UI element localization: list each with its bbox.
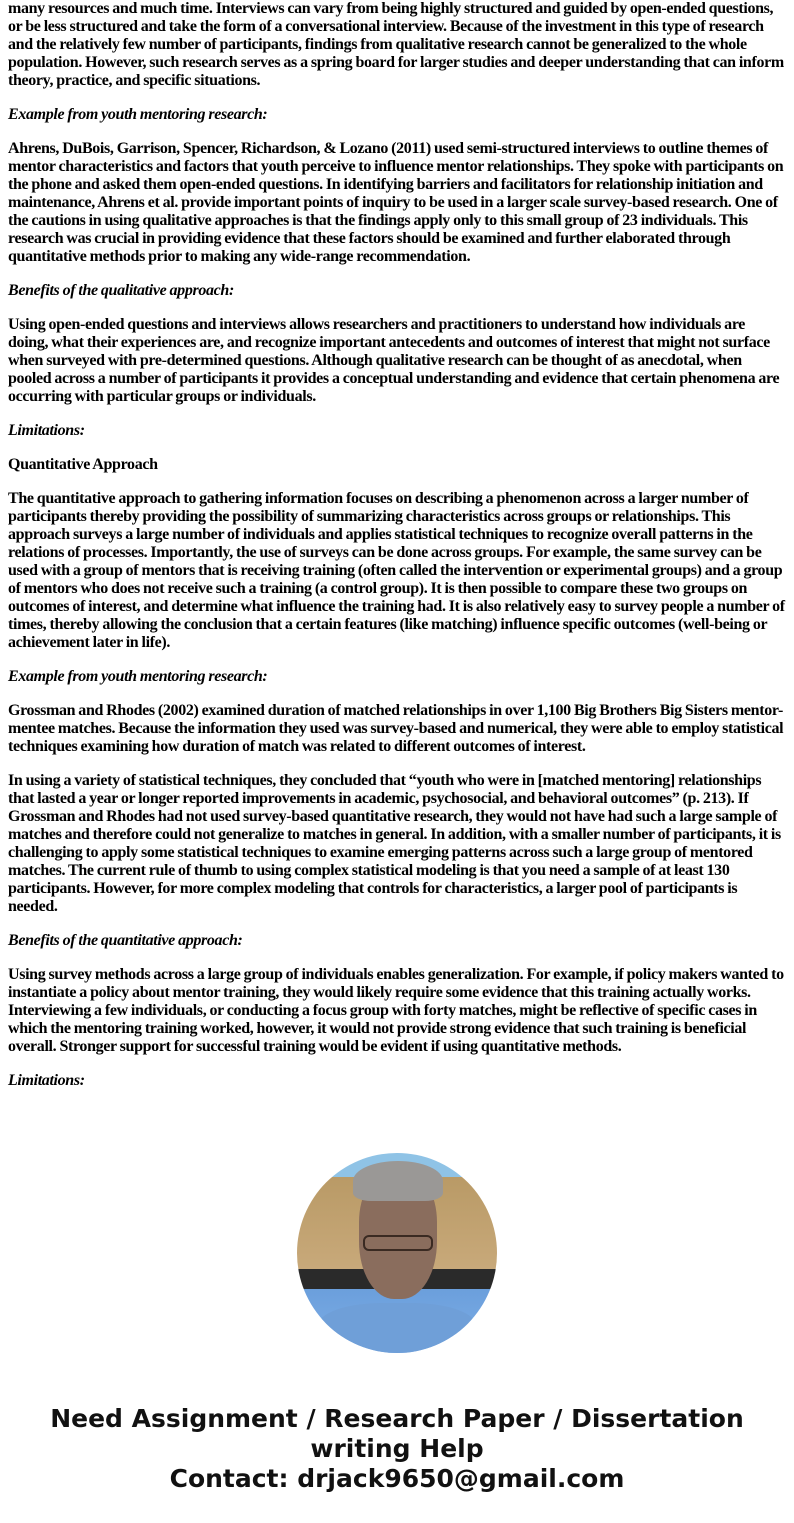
section-heading: Quantitative Approach [8,456,158,473]
footer-contact-email: Contact: drjack9650@gmail.com [169,1464,625,1493]
section-subheading: Limitations: [8,422,85,439]
section-subheading: Limitations: [8,1072,85,1089]
paragraph: Ahrens, DuBois, Garrison, Spencer, Richardson, & Lozano (2011) used semi-structured interviews to outline themes of mentor characteristics and factors that youth perceive to influence mentor relationships. They spoke with participants on the phone and asked them open-ended questions. In identifying barriers and facilitators for relationship initiation and maintenance, Ahrens et al. provide important points of inquiry to be used in a larger scale survey-based research. One of the cautions in using qualitative approaches is that the findings apply only to this small group of 23 individuals. This research was crucial in providing evidence that these factors should be examined and further elaborated through quantitative methods prior to making any wide-range recommendation. [8,140,784,265]
section-subheading: Example from youth mentoring research: [8,106,268,123]
section-subheading: Benefits of the qualitative approach: [8,282,234,299]
avatar-hair [353,1161,443,1201]
section-subheading: Example from youth mentoring research: [8,668,268,685]
paragraph: Grossman and Rhodes (2002) examined duration of matched relationships in over 1,100 Big Brothers Big Sisters mentor-mentee matches. Because the information they used was survey-based and numerical, they were able to employ statistical techniques examining how duration of match was related to different outcomes of interest. [8,702,784,755]
paragraph: Using survey methods across a large group of individuals enables generalization. For example, if policy makers wanted to instantiate a policy about mentor training, they would likely require some evidence that this training actually works. Interviewing a few individuals, or conducting a focus group with forty matches, might be reflective of specific cases in which the mentoring training worked, however, it would not provide strong evidence that such training is beneficial overall. Stronger support for successful training would be evident if using quantitative methods. [8,966,784,1055]
paragraph: many resources and much time. Interviews can vary from being highly structured and guided by open-ended questions, or be less structured and take the form of a conversational interview. Because of the investment in this type of research and the relatively few number of participants, findings from qualitative research cannot be generalized to the whole population. However, such research serves as a spring board for larger studies and deeper understanding that can inform theory, practice, and specific situations. [8,0,784,89]
author-avatar [297,1153,497,1353]
paragraph: Using open-ended questions and interviews allows researchers and practitioners to understand how individuals are doing, what their experiences are, and recognize important antecedents and outcomes of interest that might not surface when surveyed with pre-determined questions. Although qualitative research can be thought of as anecdotal, when pooled across a number of participants it provides a conceptual understanding and evidence that certain phenomena are occurring with particular groups or individuals. [8,316,780,405]
paragraph: The quantitative approach to gathering information focuses on describing a phenomenon across a larger number of participants thereby providing the possibility of summarizing characteristics across groups or relationships. This approach surveys a large number of individuals and applies statistical techniques to recognize overall patterns in the relations of processes. Importantly, the use of surveys can be done across groups. For example, the same survey can be used with a group of mentors that is receiving training (often called the intervention or experimental groups) and a group of mentors who does not receive such a training (a control group). It is then possible to compare these two groups on outcomes of interest, and determine what influence the training had. It is also relatively easy to survey people a number of times, thereby allowing the conclusion that a certain features (like matching) influence specific outcomes (well-being or achievement later in life). [8,490,785,651]
paragraph: In using a variety of statistical techniques, they concluded that “youth who were in [matched mentoring] relationships that lasted a year or longer reported improvements in academic, psychosocial, and behavioral outcomes” (p. 213). If Grossman and Rhodes had not used survey-based quantitative research, they would not have had such a large sample of matches and therefore could not generalize to matches in general. In addition, with a smaller number of participants, it is challenging to apply some statistical techniques to examine emerging patterns across such a large group of mentored matches. The current rule of thumb to using complex statistical modeling is that you need a sample of at least 130 participants. However, for more complex modeling that controls for characteristics, a larger pool of participants is needed. [8,772,781,915]
section-subheading: Benefits of the quantitative approach: [8,932,243,949]
avatar-glasses [363,1235,433,1251]
footer-promo-text: Need Assignment / Research Paper / Dissertation writing Help [50,1404,744,1463]
avatar-shirt [317,1303,477,1353]
contact-footer [0,1404,794,1494]
